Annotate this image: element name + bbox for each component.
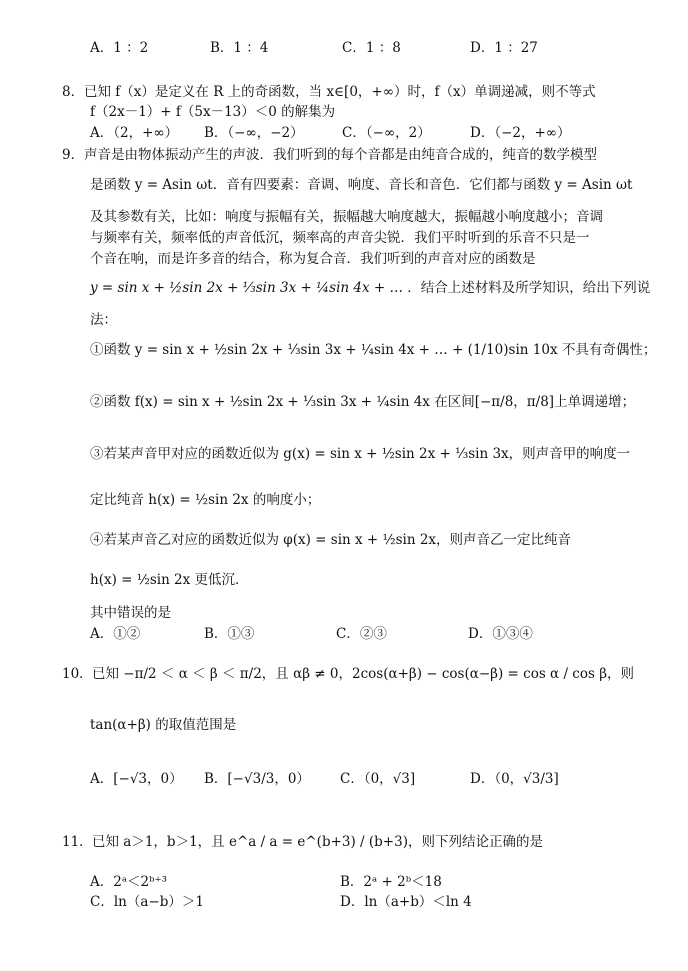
q8-option-d: D．（−2，+∞） <box>470 125 571 141</box>
q11-option-d: D．ln（a+b）＜ln 4 <box>340 894 472 910</box>
q10-options <box>90 767 650 787</box>
q8-option-b: B．（−∞，−2） <box>204 125 304 141</box>
q8-option-c: C．（−∞，2） <box>342 125 431 141</box>
q9-statement-2: ②函数 f(x) = sin x + ½sin 2x + ⅓sin 3x + ¼sin 4x 在区间[−π/8，π/8]上单调递增； <box>90 394 636 410</box>
q11-option-b: B．2ᵃ + 2ᵇ＜18 <box>340 874 442 890</box>
q11-options-row2 <box>90 890 650 910</box>
q9-ask: 其中错误的是 <box>90 605 171 621</box>
q8-option-a: A．（2，+∞） <box>90 125 179 141</box>
q9-para2: 是函数 y = Asin ωt．音有四要素：音调、响度、音长和音色．它们都与函数 y = Asin ωt <box>90 177 633 193</box>
q8-stem-line2: f（2x－1）+ f（5x－13）＜0 的解集为 <box>90 104 336 120</box>
q11-stem: 已知 a＞1，b＞1，且 e^a / a = e^(b+3) / (b+3)，则下列结论正确的是 <box>92 834 543 850</box>
q9-para3: 及其参数有关，比如：响度与振幅有关，振幅越大响度越大，振幅越小响度越小；音调 <box>90 209 603 225</box>
q9-statement-4b: h(x) = ½sin 2x 更低沉． <box>90 572 249 588</box>
q10-number: 10． <box>62 666 93 682</box>
q10-option-d: D．（0，√3/3] <box>470 771 559 787</box>
q9-number: 9． <box>62 147 85 163</box>
q10-option-a: A．[−√3，0） <box>90 771 183 787</box>
q8-number: 8． <box>62 84 85 100</box>
q9-statement-4a: ④若某声音乙对应的函数近似为 φ(x) = sin x + ½sin 2x，则声音乙一定比纯音 <box>90 532 572 548</box>
q9-statement-1: ①函数 y = sin x + ½sin 2x + ⅓sin 3x + ¼sin 4x + … + (1/10)sin 10x 不具有奇偶性； <box>90 342 657 358</box>
q7-option-d: D．1 ：27 <box>470 40 538 56</box>
q7-option-b: B．1 ：4 <box>210 40 269 56</box>
q10-option-c: C．（0，√3] <box>340 771 416 787</box>
q9-composite-function: y = sin x + ½sin 2x + ⅓sin 3x + ¼sin 4x + … <box>90 280 408 296</box>
q10-option-b: B．[−√3/3，0） <box>204 771 310 787</box>
q7-option-c: C．1 ：8 <box>342 40 401 56</box>
q9-options <box>90 622 650 642</box>
q8-stem-line1: 已知 f（x）是定义在 R 上的奇函数，当 x∈[0，+∞）时，f（x）单调递减，则不等式 <box>84 84 596 100</box>
q9-statement-3a: ③若某声音甲对应的函数近似为 g(x) = sin x + ½sin 2x + ⅓sin 3x，则声音甲的响度一 <box>90 446 631 462</box>
q11-option-c: C．ln（a−b）＞1 <box>90 894 204 910</box>
q9-option-a: A．①② <box>90 626 141 642</box>
q8-options <box>90 121 650 141</box>
q7-option-a: A．1 ：2 <box>90 40 149 56</box>
q9-statement-3b: 定比纯音 h(x) = ½sin 2x 的响度小； <box>90 492 321 508</box>
q11-options-row1 <box>90 870 650 890</box>
q9-option-c: C．②③ <box>336 626 387 642</box>
q10-stem-line2: tan(α+β) 的取值范围是 <box>90 717 237 733</box>
q9-para7: 法： <box>90 312 117 328</box>
q9-para6 <box>90 276 650 296</box>
q9-para5: 个音在响，而是许多音的结合，称为复合音．我们听到的声音对应的函数是 <box>90 251 536 267</box>
q9-option-b: B．①③ <box>204 626 255 642</box>
q9-para1: 声音是由物体振动产生的声波．我们听到的每个音都是由纯音合成的，纯音的数学模型 <box>84 147 597 163</box>
q7-options <box>90 36 650 56</box>
q10-stem-line1: 已知 −π/2 ＜ α ＜ β ＜ π/2，且 αβ ≠ 0，2cos(α+β) − cos(α−β) = cos α / cos β，则 <box>92 666 634 682</box>
q9-para6-tail: ．结合上述材料及所学知识，给出下列说 <box>407 280 651 296</box>
q11-number: 11． <box>62 834 93 850</box>
q9-option-d: D．①③④ <box>468 626 533 642</box>
q9-para4: 与频率有关，频率低的声音低沉，频率高的声音尖锐．我们平时听到的乐音不只是一 <box>90 230 590 246</box>
q11-option-a: A．2ᵃ＜2ᵇ⁺³ <box>90 874 168 890</box>
